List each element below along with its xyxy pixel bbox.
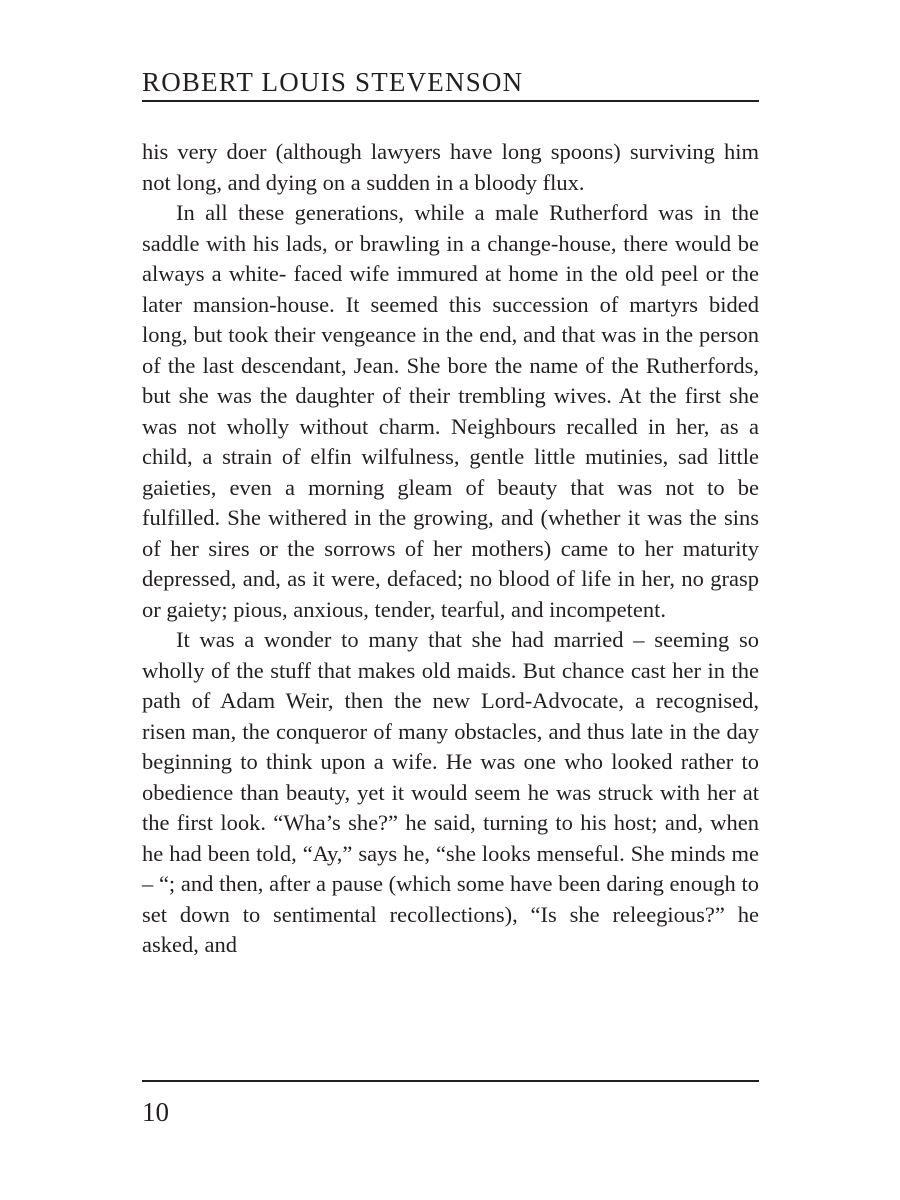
paragraph: It was a wonder to many that she had married – seeming so wholly of the stuff that makes old maids. But chance cast her in the path of Adam Weir, then the new Lord-Advocate, a recognised, risen man, the conqueror of many obstacles, and thus late in the day beginning to think upon a wife. He was one who looked rather to obedience than beauty, yet it would seem he was struck with her at the first look. “Wha’s she?” he said, turning to his host; and, when he had been told, “Ay,” says he, “she looks menseful. She minds me – “; and then, after a pause (which some have been daring enough to set down to sentimental recollections), “Is she releegious?” he asked, and xyxy=(142,627,759,957)
header-rule xyxy=(142,100,759,102)
body-text xyxy=(142,137,759,961)
paragraph: In all these generations, while a male Rutherford was in the saddle with his lads, or brawling in a change-house, there would be always a white- faced wife immured at home in the old peel or the later mansion-house. It seemed this succession of martyrs bided long, but took their vengeance in the end, and that was in the person of the last descendant, Jean. She bore the name of the Rutherfords, but she was the daughter of their trembling wives. At the first she was not wholly without charm. Neighbours recalled in her, as a child, a strain of elfin wilfulness, gentle little mutinies, sad little gaieties, even a morning gleam of beauty that was not to be fulfilled. She withered in the growing, and (whether it was the sins of her sires or the sorrows of her mothers) came to her maturity depressed, and, as it were, defaced; no blood of life in her, no grasp or gaiety; pious, anxious, tender, tearful, and incompetent. xyxy=(142,200,759,622)
page-number: 10 xyxy=(142,1097,169,1127)
paragraph-continuation: his very doer (although lawyers have long spoons) surviving him not long, and dying on a sudden in a bloody flux. xyxy=(142,139,759,195)
footer-rule xyxy=(142,1080,759,1082)
running-head: ROBERT LOUIS STEVENSON xyxy=(142,67,524,97)
